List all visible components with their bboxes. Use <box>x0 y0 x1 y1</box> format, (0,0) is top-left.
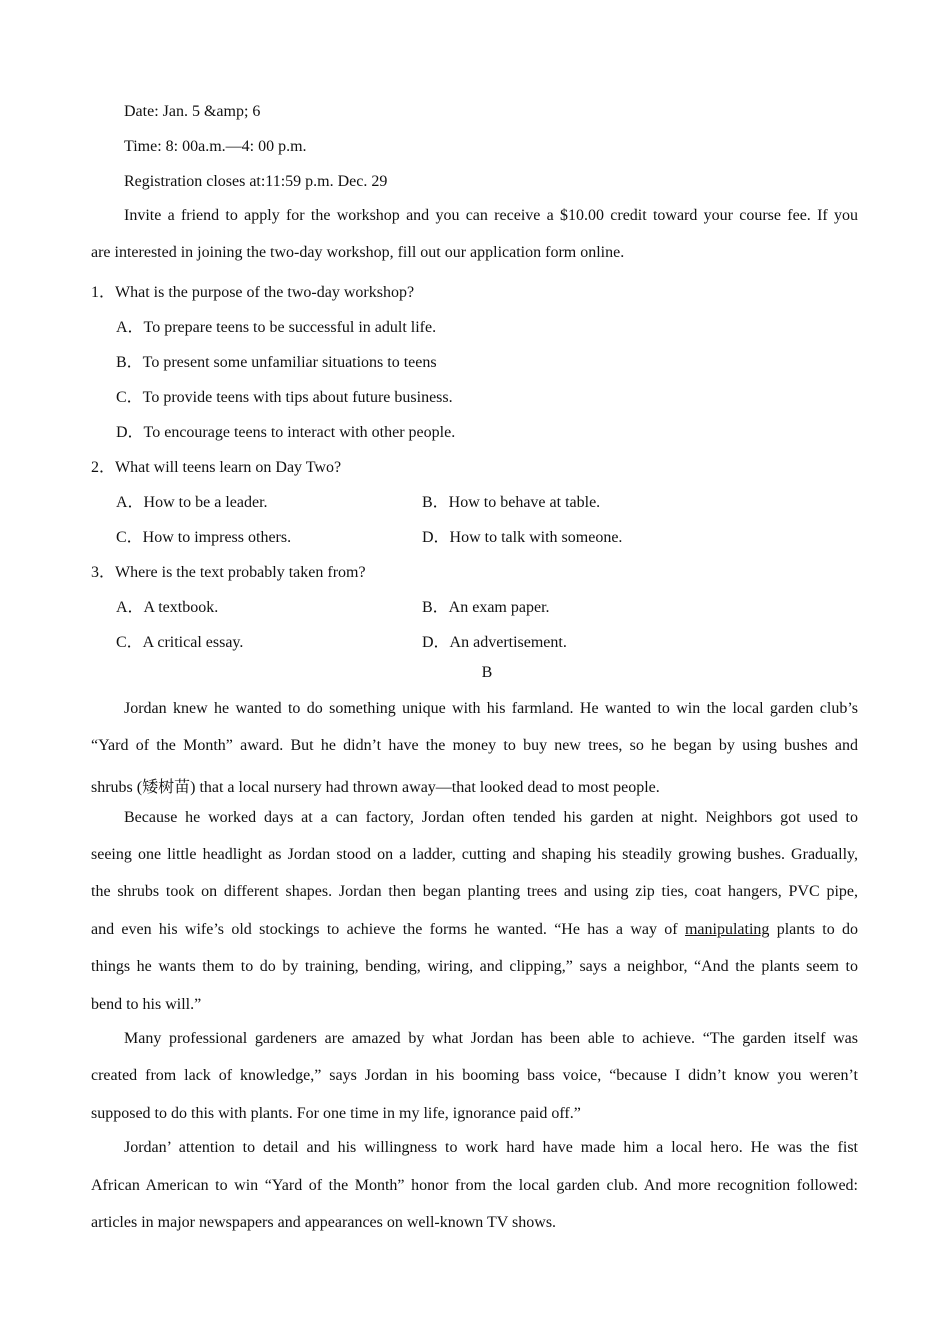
answer-option: D．To encourage teens to interact with other people. <box>116 424 456 441</box>
answer-option: C．To provide teens with tips about future business. <box>116 389 453 406</box>
answer-option: B．To present some unfamiliar situations to teens <box>116 354 437 371</box>
section-heading: B <box>481 664 493 681</box>
answer-option: A．To prepare teens to be successful in adult life. <box>116 319 437 336</box>
invite-paragraph-line: are interested in joining the two-day workshop, fill out our application form online. <box>91 244 625 261</box>
answer-option: B．An exam paper. <box>422 599 550 616</box>
registration-deadline: Registration closes at:11:59 p.m. Dec. 29 <box>124 173 388 190</box>
paragraph-line: Jordan knew he wanted to do something unique with his farmland. He wanted to win the local garden club’s <box>124 700 858 717</box>
invite-paragraph-line: Invite a friend to apply for the workshop and you can receive a $10.00 credit toward your course fee. If you <box>124 207 858 224</box>
paragraph-line <box>91 921 858 939</box>
paragraph-line: African American to win “Yard of the Month” honor from the local garden club. And more recognition followed: <box>91 1177 858 1194</box>
answer-option: A．How to be a leader. <box>116 494 268 511</box>
underlined-word: manipulating <box>684 921 770 938</box>
answer-option: C．A critical essay. <box>116 634 244 651</box>
question-stem: 1．What is the purpose of the two-day workshop? <box>91 284 415 301</box>
answer-option: A．A textbook. <box>116 599 219 616</box>
paragraph-line: articles in major newspapers and appearances on well-known TV shows. <box>91 1214 557 1231</box>
paragraph-line: things he wants them to do by training, bending, wiring, and clipping,” says a neighbor, “And the plants seem to <box>91 958 858 975</box>
text-segment: and even his wife’s old stockings to achieve the forms he wanted. “He has a way of <box>91 921 678 938</box>
question-stem: 2．What will teens learn on Day Two? <box>91 459 342 476</box>
question-stem: 3．Where is the text probably taken from? <box>91 564 366 581</box>
paragraph-line: shrubs (矮树苗) that a local nursery had thrown away—that looked dead to most people. <box>91 779 660 796</box>
paragraph-line: bend to his will.” <box>91 996 202 1013</box>
paragraph-line: Jordan’ attention to detail and his willingness to work hard have made him a local hero. He was the fist <box>124 1139 858 1156</box>
answer-option: D．How to talk with someone. <box>422 529 623 546</box>
paragraph-line: seeing one little headlight as Jordan stood on a ladder, cutting and shaping his steadily growing bushes. Gradually, <box>91 846 858 863</box>
paragraph-line: supposed to do this with plants. For one time in my life, ignorance paid off.” <box>91 1105 581 1122</box>
answer-option: D．An advertisement. <box>422 634 567 651</box>
event-date: Date: Jan. 5 &amp; 6 <box>124 103 261 120</box>
text-segment: plants to do <box>776 921 859 938</box>
event-time: Time: 8: 00a.m.—4: 00 p.m. <box>124 138 307 155</box>
paragraph-line: the shrubs took on different shapes. Jordan then began planting trees and using zip ties, coat hangers, PVC pipe, <box>91 883 858 900</box>
paragraph-line: Because he worked days at a can factory, Jordan often tended his garden at night. Neighbors got used to <box>124 809 858 826</box>
answer-option: B．How to behave at table. <box>422 494 601 511</box>
paragraph-line: created from lack of knowledge,” says Jordan in his booming bass voice, “because I didn’t know you weren’t <box>91 1067 858 1084</box>
paragraph-line: “Yard of the Month” award. But he didn’t have the money to buy new trees, so he began by using bushes and <box>91 737 858 754</box>
paragraph-line: Many professional gardeners are amazed by what Jordan has been able to achieve. “The garden itself was <box>124 1030 858 1047</box>
answer-option: C．How to impress others. <box>116 529 292 546</box>
